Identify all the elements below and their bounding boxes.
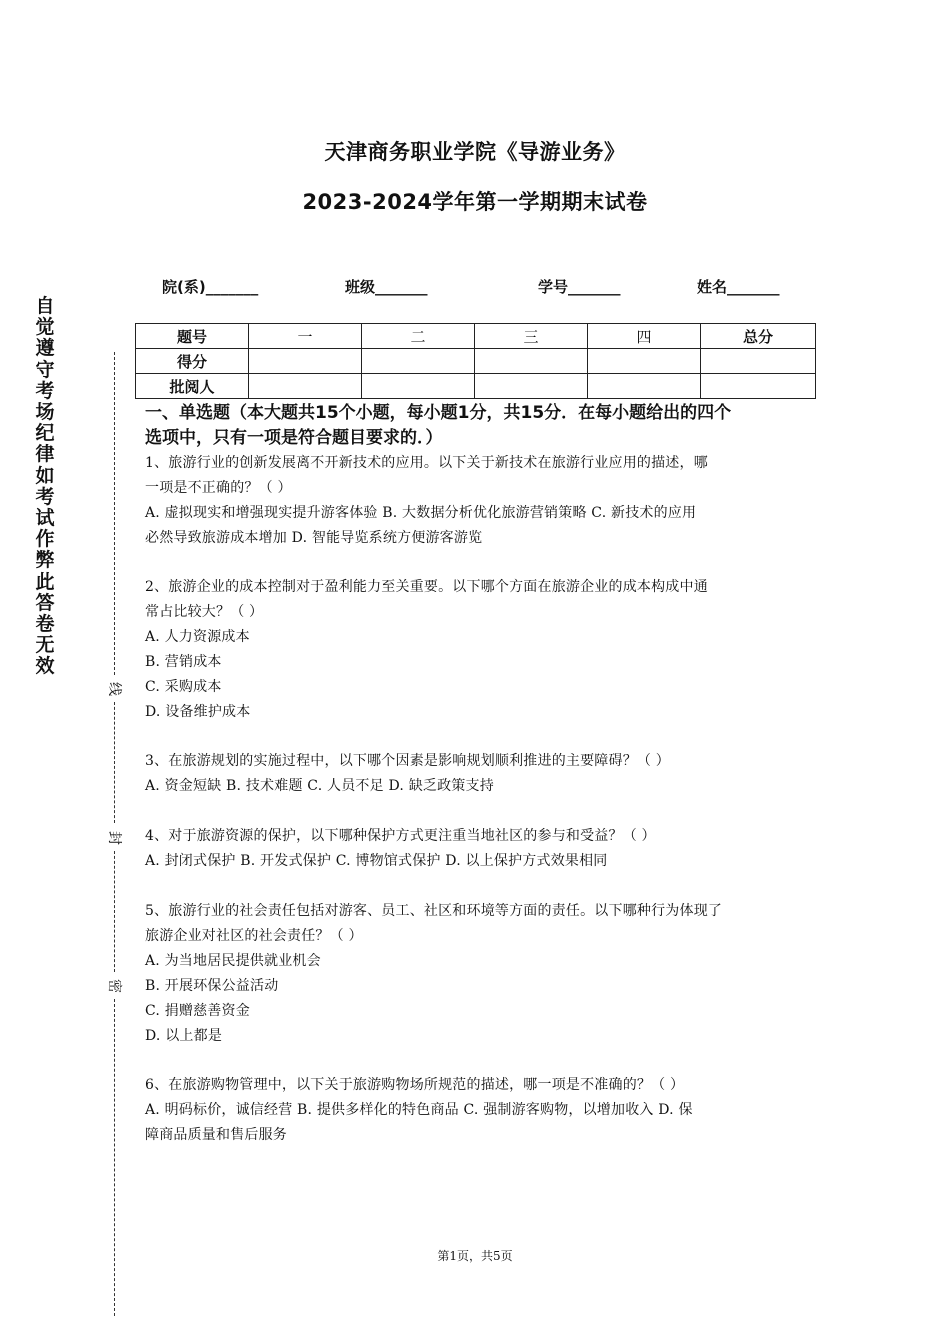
score-table-header-cell: 二 [362,324,475,349]
question-1-text: 1、旅游行业的创新发展离不开新技术的应用。以下关于新技术在旅游行业应用的描述，哪 [145,455,708,471]
grader-cell [588,374,701,399]
notice-char: 考 [35,485,55,508]
binding-dashed-line [114,352,115,675]
section-heading-line: 一、单选题（本大题共15个小题，每小题1分，共15分．在每小题给出的四个 [145,403,732,423]
notice-char: 作 [35,528,55,551]
notice-char: 觉 [35,316,55,339]
question-1-text: 一项是不正确的？（ ） [145,480,292,496]
notice-char: 无 [35,634,55,657]
binding-dashed-line [114,999,115,1316]
question-5-text: 旅游企业对社区的社会责任？（ ） [145,928,363,944]
notice-char: 纪 [35,422,55,445]
question-4-text: 4、对于旅游资源的保护，以下哪种保护方式更注重当地社区的参与和受益？（ ） [145,828,656,844]
score-cell [475,349,588,374]
question-5-option-c: C. 捐赠慈善资金 [145,1003,250,1019]
student-id-field: 学号_______ [538,278,621,296]
question-2-text: 2、旅游企业的成本控制对于盈利能力至关重要。以下哪个方面在旅游企业的成本构成中通 [145,579,708,595]
grader-cell [701,374,816,399]
notice-char: 此 [35,570,55,593]
score-table-header-cell: 总分 [701,324,816,349]
score-cell [249,349,362,374]
section-heading [145,401,815,451]
question-2-option-d: D. 设备维护成本 [145,704,251,720]
score-table [135,323,816,399]
notice-char: 考 [35,379,55,402]
notice-char: 效 [35,655,55,678]
score-table-row [136,349,816,374]
score-table-header-cell: 题号 [136,324,249,349]
score-table-row [136,374,816,399]
exam-title-line1: 天津商务职业学院《导游业务》 [324,140,626,164]
notice-char: 卷 [35,613,55,636]
score-table-header-cell: 四 [588,324,701,349]
name-field: 姓名_______ [697,278,780,296]
binding-dashed-line [114,851,115,972]
question-1-options: A. 虚拟现实和增强现实提升游客体验 B. 大数据分析优化旅游营销策略 C. 新技术的应用 [145,505,697,521]
grader-cell [475,374,588,399]
grader-cell [249,374,362,399]
page-number: 第1页，共5页 [437,1249,513,1263]
question-3-text: 3、在旅游规划的实施过程中，以下哪个因素是影响规划顺利推进的主要障碍？（ ） [145,753,670,769]
question-5-option-b: B. 开展环保公益活动 [145,978,279,994]
binding-mark-secret: 密 [106,979,122,993]
question-6-options: 障商品质量和售后服务 [145,1127,287,1143]
question-2-option-c: C. 采购成本 [145,679,222,695]
question-4-options: A. 封闭式保护 B. 开发式保护 C. 博物馆式保护 D. 以上保护方式效果相同 [145,853,608,869]
score-cell [588,349,701,374]
exam-discipline-notice [34,296,56,678]
notice-char: 试 [35,507,55,530]
binding-mark-line: 线 [106,682,122,696]
exam-title-line2: 2023-2024学年第一学期期末试卷 [302,190,648,214]
question-2-option-a: A. 人力资源成本 [145,629,250,645]
question-3-options: A. 资金短缺 B. 技术难题 C. 人员不足 D. 缺乏政策支持 [145,778,494,794]
notice-char: 律 [35,443,55,466]
class-field: 班级_______ [345,278,428,296]
question-5-text: 5、旅游行业的社会责任包括对游客、员工、社区和环境等方面的责任。以下哪种行为体现了 [145,903,723,919]
notice-char: 遵 [35,337,55,360]
notice-char: 答 [35,591,55,614]
notice-char: 自 [35,295,55,317]
question-6-text: 6、在旅游购物管理中，以下关于旅游购物场所规范的描述，哪一项是不准确的？（ ） [145,1077,685,1093]
score-cell [362,349,475,374]
score-table-header-cell: 一 [249,324,362,349]
score-row-label: 得分 [136,349,249,374]
score-cell [701,349,816,374]
question-5-option-d: D. 以上都是 [145,1028,223,1044]
question-6-options: A. 明码标价，诚信经营 B. 提供多样化的特色商品 C. 强制游客购物，以增加收入 D. 保 [145,1102,693,1118]
question-2-text: 常占比较大？（ ） [145,604,264,620]
question-5-option-a: A. 为当地居民提供就业机会 [145,953,321,969]
notice-char: 场 [35,401,55,424]
section-heading-line: 选项中，只有一项是符合题目要求的．） [145,428,443,448]
notice-char: 守 [35,358,55,381]
grader-cell [362,374,475,399]
binding-mark-seal: 封 [106,831,122,845]
department-field: 院(系)_______ [162,278,259,296]
question-2-option-b: B. 营销成本 [145,654,222,670]
notice-char: 弊 [35,549,55,572]
notice-char: 如 [35,464,55,487]
grader-row-label: 批阅人 [136,374,249,399]
score-table-header-row [136,324,816,349]
score-table-header-cell: 三 [475,324,588,349]
binding-dashed-line [114,702,115,823]
question-1-options: 必然导致旅游成本增加 D. 智能导览系统方便游客游览 [145,530,483,546]
